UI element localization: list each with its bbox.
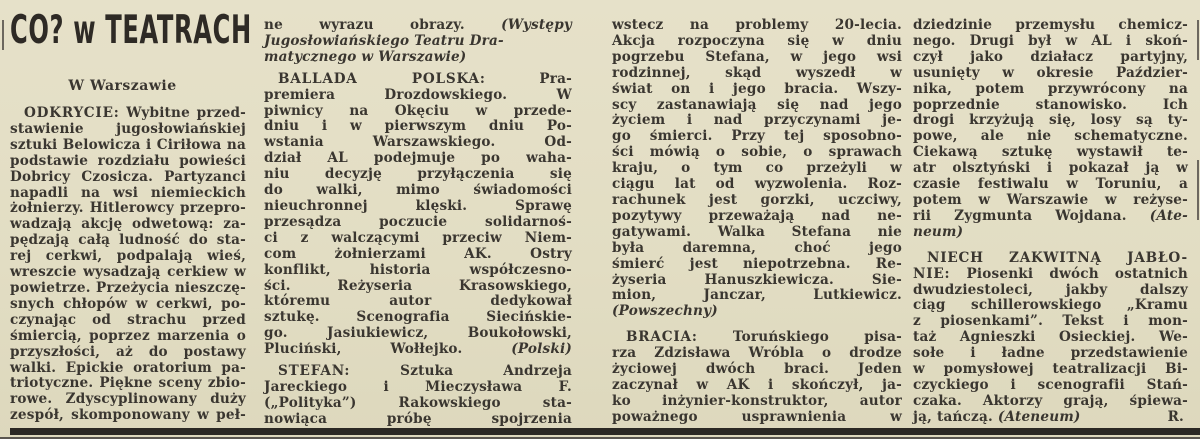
review-text-line: pozytywy przeważają nad ne- bbox=[612, 207, 902, 224]
review-text-line: („Polityka”) Rakowskiego sta- bbox=[264, 394, 572, 411]
review-text-line: go śmierci. Przy tej sposobno- bbox=[612, 128, 902, 145]
review-text-line: Akcja rozpoczyna się w dniu bbox=[612, 32, 902, 49]
review-text-line: żołnierzy. Hitlerowcy przepro- bbox=[10, 200, 246, 217]
review-text-line: usunięty w okresie Paździer- bbox=[913, 64, 1188, 81]
review-text-line: czynając od strachu przed bbox=[10, 311, 246, 328]
review-text-line: scy zastanawiają się nad jego bbox=[612, 96, 902, 113]
review-text-line: Jareckiego i Mieczysława F. bbox=[264, 378, 572, 395]
review-text-line: rachunek jest gorzki, uczciwy, bbox=[612, 191, 902, 208]
review-text-line: ści mówią o sobie, o sprawach bbox=[612, 144, 902, 161]
review-bracia-start bbox=[612, 330, 902, 346]
review-text: Wybitne przed- bbox=[126, 105, 247, 121]
review-text-line: żyseria Hanuszkiewicza. Sie- bbox=[612, 271, 902, 288]
review-text-line: Ciekawą sztukę wystawił te- bbox=[913, 144, 1188, 161]
review-text: ne wyrazu obrazy. bbox=[264, 17, 465, 33]
review-text-line: sztukę. Scenografia Siecińskie- bbox=[264, 309, 572, 326]
review-text-line bbox=[264, 18, 572, 34]
review-text-line: świat on i jego bracia. Wszy- bbox=[612, 80, 902, 97]
review-text-line: sztuki Belowicza i Ciriłowa na bbox=[10, 136, 246, 153]
review-text-line: czasie festiwalu w Toruniu, a bbox=[913, 176, 1188, 193]
review-lead: STEFAN: bbox=[278, 363, 351, 380]
review-text-line: gatywami. Walka Stefana nie bbox=[612, 223, 902, 240]
review-text-line: stawienie jugosłowiańskiej bbox=[10, 120, 246, 137]
right-edge-line bbox=[1197, 160, 1199, 220]
page-title: CO? w TEATRACH bbox=[10, 8, 252, 53]
review-text-line: kraju, o tym co przeżyli w bbox=[612, 160, 902, 177]
review-text-line: powe, ale nie schematyczne. bbox=[913, 128, 1188, 145]
review-text-line: życiowej dwóch braci. Jeden bbox=[612, 361, 902, 378]
review-text-line: dział AL podejmuje po waha- bbox=[264, 150, 572, 167]
review-text-line: czyckiego i scenografii Stań- bbox=[913, 376, 1188, 393]
left-edge-line bbox=[2, 20, 4, 50]
review-text-line: zespół, skomponowany w peł- bbox=[10, 407, 246, 424]
review-text-line: poważnego usprawnienia w bbox=[612, 408, 902, 425]
review-text-line: ści. Reżyseria Krasowskiego, bbox=[264, 277, 572, 294]
review-text-line: mion, Janczar, Lutkiewicz. bbox=[612, 287, 902, 304]
review-text-line: nowiąca próbę spojrzenia bbox=[264, 410, 572, 427]
review-text-line: dwudziestoleci, jakby dalszy bbox=[913, 281, 1188, 298]
review-text-line: wstecz na problemy 20-lecia. bbox=[612, 17, 902, 33]
review-text-line: taż Agnieszki Osieckiej. We- bbox=[913, 329, 1188, 346]
review-text-line bbox=[913, 209, 1188, 225]
review-text-line: dniu i w pierwszym dniu Po- bbox=[264, 118, 572, 135]
review-text-line bbox=[264, 342, 572, 358]
review-text-line: niu decyzję przyłączenia się bbox=[264, 166, 572, 183]
review-text-line: dziedzinie przemysłu chemicz- bbox=[913, 17, 1188, 33]
review-text-line: konflikt, historia współczesno- bbox=[264, 261, 572, 278]
review-text-line: Dobricy Czosicza. Partyzanci bbox=[10, 168, 246, 185]
column-4 bbox=[913, 18, 1188, 426]
review-text-line bbox=[913, 410, 1188, 426]
review-ballada-start bbox=[264, 72, 572, 88]
review-text-line: rodzinnej, skąd wyszedł w bbox=[612, 64, 902, 81]
review-text-line: pędzają całą ludność do sta- bbox=[10, 232, 246, 249]
review-text-line: wadzają akcję odwetową: za- bbox=[10, 216, 246, 233]
review-text-line: w pomysłowej teatralizacji Bi- bbox=[913, 361, 1188, 378]
venue-label: (Ateneum) bbox=[997, 408, 1081, 425]
venue-label: (Występy bbox=[501, 17, 572, 33]
review-text-line: atr olsztyński i pokazał ją w bbox=[913, 160, 1188, 177]
review-lead: NIECH ZAKWITNĄ JABŁO- bbox=[927, 249, 1188, 266]
review-lead: BALLADA POLSKA: bbox=[278, 70, 486, 87]
review-text-line: com żołnierzami AK. Ostry bbox=[264, 245, 572, 262]
review-text-line: go. Jasiukiewicz, Boukołowski, bbox=[264, 325, 572, 342]
author-signature: R. bbox=[1167, 408, 1184, 425]
review-text-line: przyszłości, aż do postawy bbox=[10, 343, 246, 360]
review-text-line: drogi krzyżują się, losy są ty- bbox=[913, 112, 1188, 129]
review-niech-start bbox=[913, 267, 1188, 283]
review-text-line: triotyczne. Piękne sceny zbio- bbox=[10, 375, 246, 392]
review-text-line: pogrzebu Stefana, w jego wsi bbox=[612, 48, 902, 65]
review-text-lines bbox=[913, 283, 1188, 410]
review-text-line: nego. Drugi był w AL i skoń- bbox=[913, 32, 1188, 49]
venue-label: (Polski) bbox=[511, 341, 573, 358]
column-2 bbox=[264, 18, 572, 428]
review-text: Pluciński, Wołłejko. bbox=[264, 341, 463, 358]
review-text-line: z piosenkami”. Tekst i mon- bbox=[913, 313, 1188, 330]
review-lead: ODKRYCIE: bbox=[24, 105, 120, 121]
right-edge-line bbox=[1197, 20, 1199, 60]
venue-label: (Ate- bbox=[1149, 207, 1188, 224]
review-text: ją, tańczą. bbox=[913, 408, 993, 425]
review-text-line: wreszcie wysadzają cerkiew w bbox=[10, 264, 246, 281]
section-subtitle: W Warszawie bbox=[68, 78, 177, 94]
review-text: Pra- bbox=[539, 70, 572, 87]
review-text: Toruńskiego pisa- bbox=[732, 329, 902, 346]
review-text-line: premiera Drozdowskiego. W bbox=[264, 86, 572, 103]
review-stefan-start bbox=[264, 364, 572, 380]
review-text-lines bbox=[612, 18, 902, 304]
review-text-line: ko inżynier-konstruktor, autor bbox=[612, 392, 902, 409]
review-text-line: śmiercią, poprzez marzenia o bbox=[10, 327, 246, 344]
review-text-line: poprzednie stanowisko. Ich bbox=[913, 96, 1188, 113]
review-lead: NIE: bbox=[913, 265, 951, 282]
venue-label: (Powszechny) bbox=[612, 303, 718, 320]
column-3 bbox=[612, 18, 902, 426]
review-text: Sztuka Andrzeja bbox=[400, 363, 572, 380]
review-text-line: czył jako działacz partyjny, bbox=[913, 48, 1188, 65]
review-text-line: napadli na wsi niemieckich bbox=[10, 184, 246, 201]
column-1 bbox=[10, 106, 246, 424]
review-text-lines bbox=[10, 122, 246, 424]
review-text: Piosenki dwóch ostatnich bbox=[966, 265, 1188, 282]
review-text-line: piwnicy na Okęciu w przede- bbox=[264, 102, 572, 119]
venue-label: Jugosłowiańskiego Teatru Dra- bbox=[264, 32, 504, 49]
review-text-lines bbox=[913, 18, 1188, 209]
venue-label: neum) bbox=[913, 223, 964, 240]
review-text: rii Zygmunta Wojdana. bbox=[913, 207, 1127, 224]
review-text-line: podstawie rozdziału powieści bbox=[10, 152, 246, 169]
review-text-line: snych chłopów w cerkwi, po- bbox=[10, 295, 246, 312]
review-text-line: życiem i nad przyczynami je- bbox=[612, 112, 902, 129]
review-text-line: nika, potem przywrócony na bbox=[913, 80, 1188, 97]
review-text-line: śmierć jest niepotrzebna. Re- bbox=[612, 255, 902, 272]
review-text-line: wstania Warszawskiego. Od- bbox=[264, 134, 572, 151]
bottom-rule bbox=[10, 428, 1200, 435]
review-text-line: ci z walczącymi przeciw Niem- bbox=[264, 229, 572, 246]
review-text-line: ciąg schillerowskiego „Kramu bbox=[913, 297, 1188, 314]
review-text-line: nieuchronnej klęski. Sprawę bbox=[264, 197, 572, 214]
review-text-lines bbox=[264, 88, 572, 343]
review-odkrycie-start bbox=[10, 106, 246, 122]
review-text-line: rza Zdzisława Wróbla o drodze bbox=[612, 345, 902, 362]
review-text-line: powietrze. Przeżycia nieszczę- bbox=[10, 279, 246, 296]
venue-label: matycznego w Warszawie) bbox=[264, 48, 467, 65]
review-text-line: czaka. Aktorzy grają, śpiewa- bbox=[913, 392, 1188, 409]
review-text-line: rej cerkwi, podpalają wieś, bbox=[10, 248, 246, 265]
review-text-line: sołe i ładne przedstawienie bbox=[913, 345, 1188, 362]
review-text-lines bbox=[612, 346, 902, 426]
review-text-line: przesądza poczucie solidarnoś- bbox=[264, 213, 572, 230]
review-text-line: ciągu lat od wyzwolenia. Roz- bbox=[612, 176, 902, 193]
review-text-line: któremu autor dedykował bbox=[264, 293, 572, 310]
review-text-line: potem w Warszawie w reżyse- bbox=[913, 191, 1188, 208]
review-text-line: walki. Epickie oratorium pa- bbox=[10, 359, 246, 376]
review-text-lines bbox=[264, 380, 572, 428]
review-lead: BRACIA: bbox=[626, 329, 698, 346]
review-text-line: zaczynał w AK i skończył, ja- bbox=[612, 376, 902, 393]
review-text-line: do walki, mimo świadomości bbox=[264, 182, 572, 199]
review-text-line: rowe. Zdyscyplinowany duży bbox=[10, 391, 246, 408]
review-text-line: była daremna, choć jego bbox=[612, 239, 902, 256]
